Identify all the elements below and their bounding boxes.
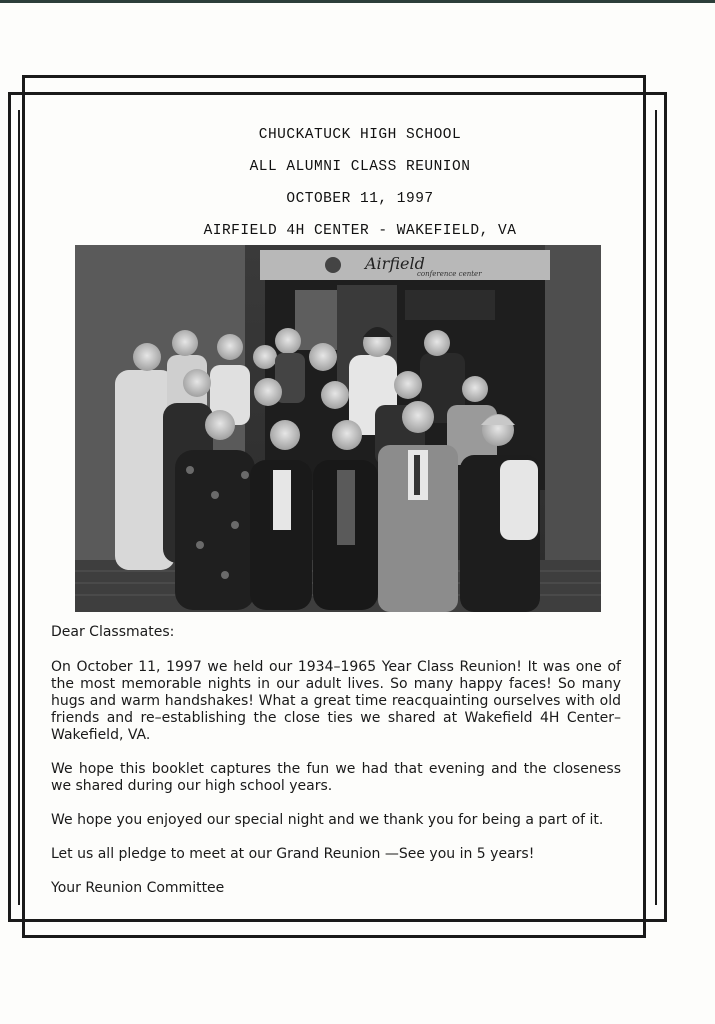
letter-paragraph: Let us all pledge to meet at our Grand Reunion —See you in 5 years! (51, 846, 535, 862)
salutation: Dear Classmates: (51, 624, 175, 640)
sign-subtext: conference center (417, 270, 482, 278)
document-header (40, 126, 680, 254)
event-title: ALL ALUMNI CLASS REUNION (249, 159, 471, 175)
sign-text: Airfield (365, 254, 425, 273)
event-date: OCTOBER 11, 1997 (286, 191, 434, 207)
letter-body (51, 624, 621, 897)
letter-paragraph: On October 11, 1997 we held our 1934–1965 Year Class Reunion! It was one of the most memorable nights in our adult lives. So many happy faces! So many hugs and warm handshakes! What a great time reacquainting ourselves with old friends and re–establishing the close ties we shared at Wakefield 4H Center–Wakefield, VA. (51, 659, 621, 743)
school-name: CHUCKATUCK HIGH SCHOOL (258, 127, 462, 143)
scan-top-edge (0, 0, 715, 3)
letter-paragraph: We hope you enjoyed our special night and we thank you for being a part of it. (51, 812, 604, 828)
event-location: AIRFIELD 4H CENTER - WAKEFIELD, VA (203, 223, 517, 239)
signature: Your Reunion Committee (51, 880, 225, 896)
group-photo (75, 245, 601, 612)
letter-paragraph: We hope this booklet captures the fun we had that evening and the closeness we shared during our high school years. (51, 761, 621, 794)
